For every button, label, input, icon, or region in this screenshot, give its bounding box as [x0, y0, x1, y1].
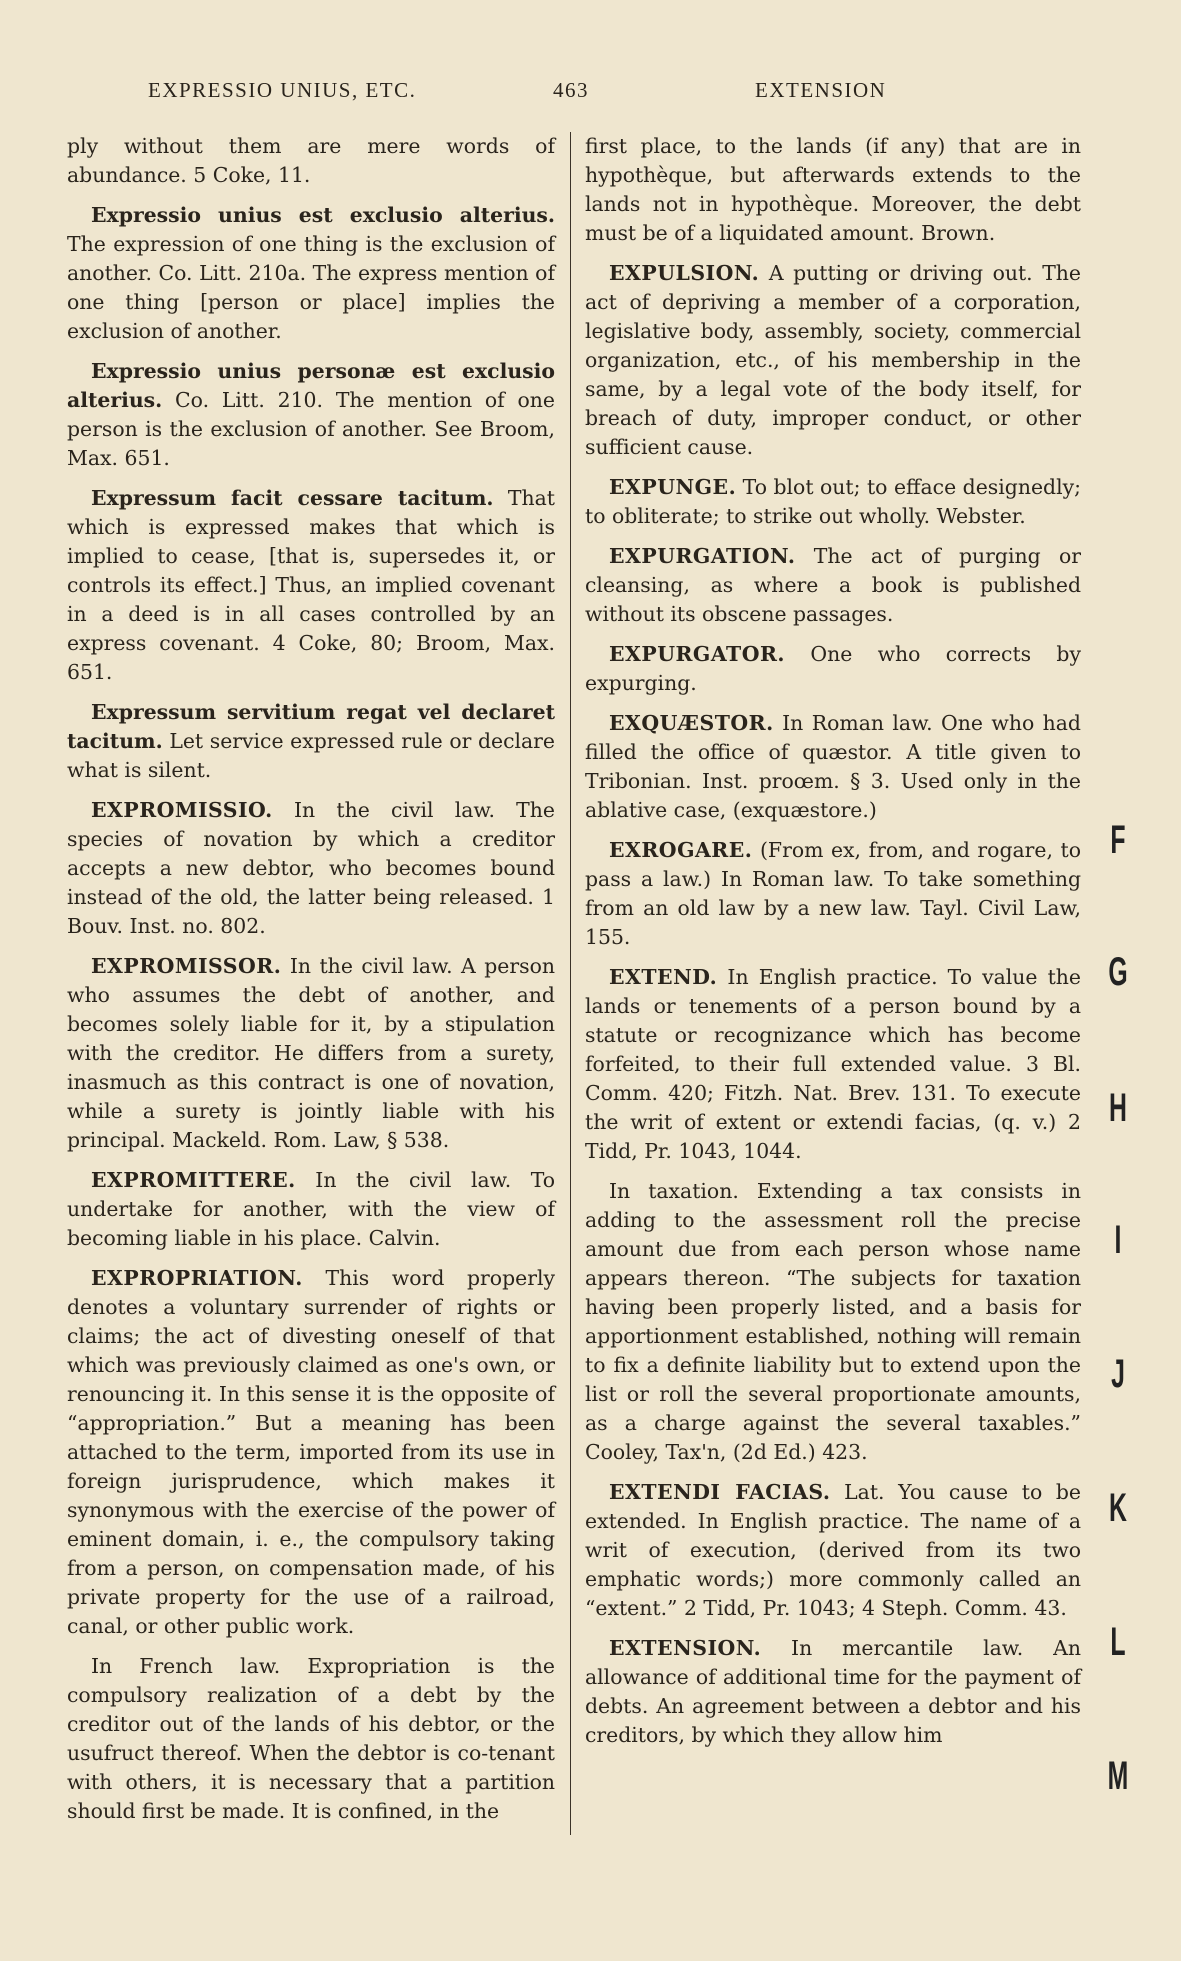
thumb-tab-letter: M — [1107, 1754, 1129, 1798]
entry-headword: EXPULSION. — [609, 261, 760, 285]
entry-headword: EXPROMISSIO. — [91, 798, 273, 822]
entry — [585, 259, 1081, 462]
entry-headword: EXPURGATOR. — [609, 642, 786, 666]
entry — [585, 473, 1081, 531]
entry-text: In Roman law. One who had filled the office of quæstor. A title given to Tribonian. Inst. proœm. § 3. Used only in the ablative case, (exquæstore.) — [585, 711, 1081, 822]
entry-text: In the civil law. The species of novation by which a creditor accepts a new debtor, who becomes bound instead of the old, the latter being released. 1 Bouv. Inst. no. 802. — [67, 798, 555, 938]
entry-headword: EXPUNGE. — [609, 475, 737, 499]
entry-text: Lat. You cause to be extended. In English practice. The name of a writ of execution, (derived from its two emphatic words;) more commonly called an “extent.” 2 Tidd, Pr. 1043; 4 Steph. Comm. 43. — [585, 1480, 1081, 1620]
column-divider — [570, 132, 571, 1835]
entry — [67, 484, 555, 687]
thumb-tab-letter: J — [1111, 1352, 1125, 1396]
entry-text: This word properly denotes a voluntary surrender of rights or claims; the act of divesting oneself of that which was previously claimed as one's own, or renouncing it. In this sense it is the opposite of “appropriation.” But a meaning has been attached to the term, imported from its use in foreign jurisprudence, which makes it synonymous with the exercise of the power of eminent domain, i. e., the compulsory taking from a person, on compensation made, of his private property for the use of a railroad, canal, or other public work. — [67, 1266, 555, 1638]
entry-headword: Expressum servitium regat vel declaret tacitum. — [67, 700, 555, 753]
thumb-tab-letter: G — [1108, 950, 1128, 994]
entry-headword: Expressum facit cessare tacitum. — [91, 486, 494, 510]
entry-text: In English practice. To value the lands or tenements of a person bound by a statute or recognizance which has become forfeited, to their full extended value. 3 Bl. Comm. 420; Fitzh. Nat. Brev. 131. To execute the writ of extent or extendi facias, (q. v.) 2 Tidd, Pr. 1043, 1044. — [585, 965, 1081, 1163]
header-right-guide-word: EXTENSION — [755, 78, 887, 102]
entry-text: (From ex, from, and rogare, to pass a law.) In Roman law. To take something from an old law by a new law. Tayl. Civil Law, 155. — [585, 838, 1081, 949]
header-left-guide-word: EXPRESSIO UNIUS, ETC. — [148, 78, 417, 102]
entry-headword: EXROGARE. — [609, 838, 753, 862]
entry-headword: Expressio unius est exclusio alterius. — [91, 203, 555, 227]
entry-headword: EXPURGATION. — [609, 544, 796, 568]
right-column — [585, 132, 1081, 1761]
entry-continued — [585, 132, 1081, 248]
entry-text: That which is expressed makes that which is implied to cease, [that is, supersedes it, or controls its effect.] Thus, an implied covenant in a deed is in all cases controlled by an express covenant. 4 Coke, 80; Broom, Max. 651. — [67, 486, 555, 684]
entry — [585, 542, 1081, 629]
entry — [585, 709, 1081, 825]
entry-subsection — [67, 1652, 555, 1826]
entry-headword: EXPROMITTERE. — [91, 1168, 296, 1192]
entry — [585, 640, 1081, 698]
entry — [67, 698, 555, 785]
thumb-tab-letter: L — [1110, 1620, 1126, 1664]
entry-headword: EXPROMISSOR. — [91, 954, 282, 978]
entry-text: One who corrects by expurging. — [585, 642, 1081, 695]
entry-headword: EXTENSION. — [609, 1636, 762, 1660]
entry-text: In French law. Expropriation is the compulsory realization of a debt by the creditor out of the lands of his debtor, or the usufruct thereof. When the debtor is co-tenant with others, it is necessary that a partition should first be made. It is confined, in the — [67, 1654, 555, 1823]
entry-text: In taxation. Extending a tax consists in adding to the assessment roll the precise amount due from each person whose name appears thereon. “The subjects for taxation having been properly listed, and a basis for apportionment established, nothing will remain to fix a definite liability but to extend upon the list or roll the several proportionate amounts, as a charge against the several taxables.” Cooley, Tax'n, (2d Ed.) 423. — [585, 1179, 1081, 1464]
entry-text: Let service expressed rule or declare what is silent. — [67, 729, 555, 782]
entry-text: In mercantile law. An allowance of additional time for the payment of debts. An agreement between a debtor and his creditors, by which they allow him — [585, 1636, 1081, 1747]
entry-text: first place, to the lands (if any) that are in hypothèque, but afterwards extends to the lands not in hypothèque. Moreover, the debt must be of a liquidated amount. Brown. — [585, 134, 1081, 245]
entry-subsection — [585, 1177, 1081, 1467]
entry-text: In the civil law. A person who assumes the debt of another, and becomes solely liable for it, by a stipulation with the creditor. He differs from a surety, inasmuch as this contract is one of novation, while a surety is jointly liable with his principal. Mackeld. Rom. Law, § 538. — [67, 954, 555, 1152]
running-head — [0, 78, 1181, 110]
entry-text: ply without them are mere words of abundance. 5 Coke, 11. — [67, 134, 555, 187]
thumb-tab-letter: I — [1114, 1218, 1122, 1262]
entry — [67, 201, 555, 346]
entry — [67, 952, 555, 1155]
entry-text: A putting or driving out. The act of depriving a member of a corporation, legislative body, assembly, society, commercial organization, etc., of his membership in the same, by a legal vote of the body itself, for breach of duty, improper conduct, or other sufficient cause. — [585, 261, 1081, 459]
entry-headword: Expressio unius personæ est exclusio alterius. — [67, 359, 555, 412]
entry-headword: EXTEND. — [609, 965, 718, 989]
entry — [585, 963, 1081, 1166]
entry — [67, 1166, 555, 1253]
entry — [585, 1478, 1081, 1623]
left-column — [67, 132, 555, 1837]
entry-text: The act of purging or cleansing, as where a book is published without its obscene passages. — [585, 544, 1081, 626]
entry-headword: EXTENDI FACIAS. — [609, 1480, 831, 1504]
entry — [585, 1634, 1081, 1750]
entry-headword: EXPROPRIATION. — [91, 1266, 303, 1290]
thumb-tab-letter: F — [1110, 818, 1126, 862]
entry — [67, 357, 555, 473]
entry-text: Co. Litt. 210. The mention of one person is the exclusion of another. See Broom, Max. 651. — [67, 388, 555, 470]
entry-headword: EXQUÆSTOR. — [609, 711, 774, 735]
entry-text: To blot out; to efface designedly; to obliterate; to strike out wholly. Webster. — [585, 475, 1081, 528]
thumb-tab-letter: H — [1109, 1086, 1127, 1130]
entry — [585, 836, 1081, 952]
entry-continued — [67, 132, 555, 190]
entry-text: In the civil law. To undertake for another, with the view of becoming liable in his place. Calvin. — [67, 1168, 555, 1250]
entry — [67, 1264, 555, 1641]
thumb-tab-letter: K — [1109, 1486, 1127, 1530]
page-number: 463 — [553, 78, 589, 102]
entry — [67, 796, 555, 941]
entry-text: The expression of one thing is the exclusion of another. Co. Litt. 210a. The express mention of one thing [person or place] implies the exclusion of another. — [67, 232, 555, 343]
